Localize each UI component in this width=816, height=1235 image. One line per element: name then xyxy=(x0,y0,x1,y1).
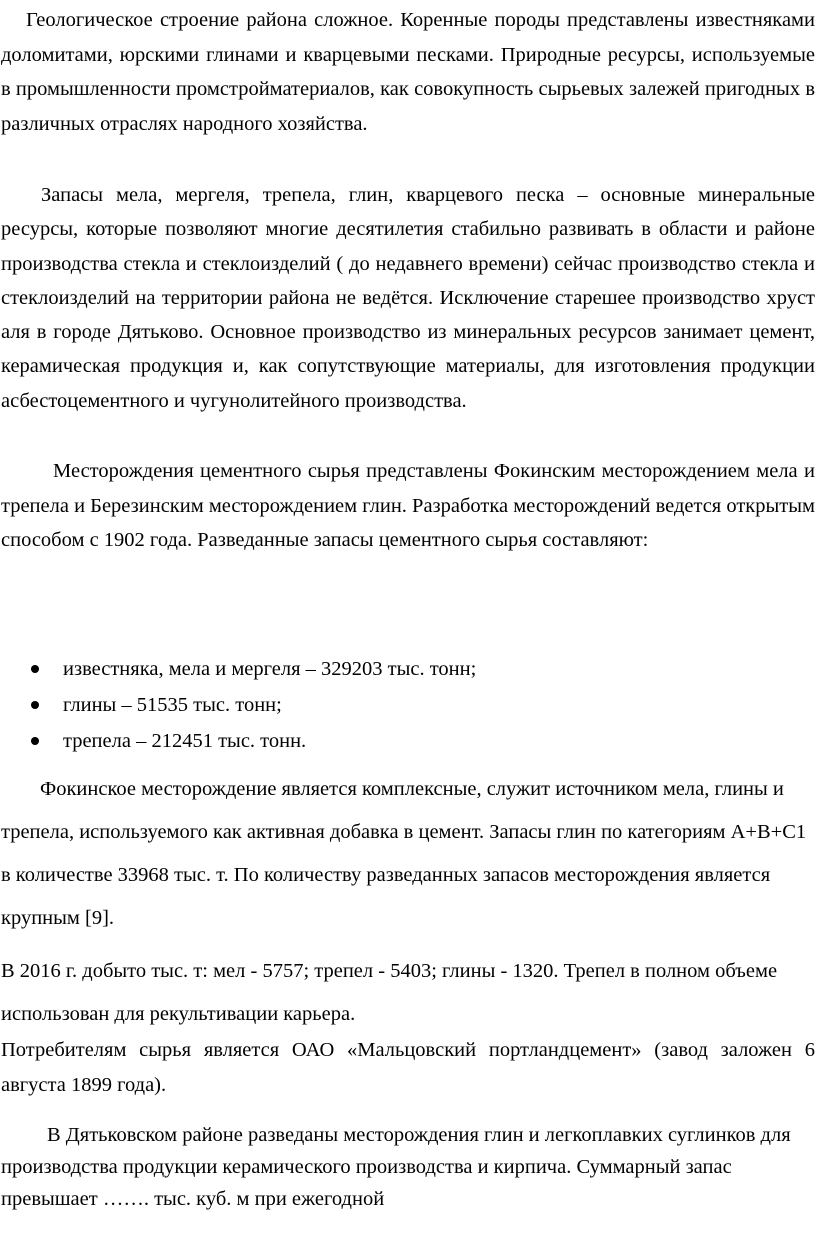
list-item-text: известняка, мела и мергеля – 329203 тыс. тонн; xyxy=(63,658,477,680)
list-item-text: трепела – 212451 тыс. тонн. xyxy=(63,730,307,752)
bullet-icon xyxy=(31,737,39,745)
paragraph-mineral-resources: Запасы мела, мергеля, трепела, глин, кварцевого песка – основные минеральные ресурсы, которые позволяют многие десятилетия стабильно развивать в области и районе производства стекла и стеклоизделий ( до недавнего времени) сейчас производство стекла и стеклоизделий на территории района не ведётся. Исключение старешее производство хруст аля в городе Дятьково. Основное производство из минеральных ресурсов занимает цемент, керамическая продукция и, как сопутствующие материалы, для изготовления продукции асбестоцементного и чугунолитейного производства. xyxy=(1,184,815,412)
paragraph-geology: Геологическое строение района сложное. Коренные породы представлены известняками доломитами, юрскими глинами и кварцевыми песками. Природные ресурсы, используемые в промышленности промстройматериалов, как совокупность сырьевых залежей пригодных в различных отраслях народного хозяйства. xyxy=(1,9,815,135)
paragraph-consumer: Потребителям сырья является ОАО «Мальцовский портландцемент» (завод заложен 6 августа 1899 года). xyxy=(1,1039,815,1096)
paragraph-dyatkovo-clays: В Дятьковском районе разведаны месторождения глин и легкоплавких суглинков для производства продукции керамического производства и кирпича. Суммарный запас превышает ……. тыс. куб. м при ежегодной xyxy=(1,1124,791,1210)
list-item xyxy=(0,651,816,687)
list-item xyxy=(0,723,816,759)
list-item-text: глины – 51535 тыс. тонн; xyxy=(63,694,282,716)
paragraph-cement-deposits: Месторождения цементного сырья представлены Фокинским месторождением мела и трепела и Березинским месторождением глин. Разработка месторождений ведется открытым способом с 1902 года. Разведанные запасы цементного сырья составляют: xyxy=(1,460,815,551)
list-item xyxy=(0,687,816,723)
reserves-list xyxy=(0,651,816,759)
bullet-icon xyxy=(31,665,39,673)
paragraph-fokino-deposit: Фокинское месторождение является комплексные, служит источником мела, глины и трепела, используемого как активная добавка в цемент. Запасы глин по категориям А+В+С1 в количестве 33968 тыс. т. По количеству разведанных запасов месторождения является крупным [9]. xyxy=(1,778,807,929)
bullet-icon xyxy=(31,701,39,709)
paragraph-2016-output: В 2016 г. добыто тыс. т: мел - 5757; трепел - 5403; глины - 1320. Трепел в полном объеме использован для рекультивации карьера. xyxy=(1,960,778,1025)
